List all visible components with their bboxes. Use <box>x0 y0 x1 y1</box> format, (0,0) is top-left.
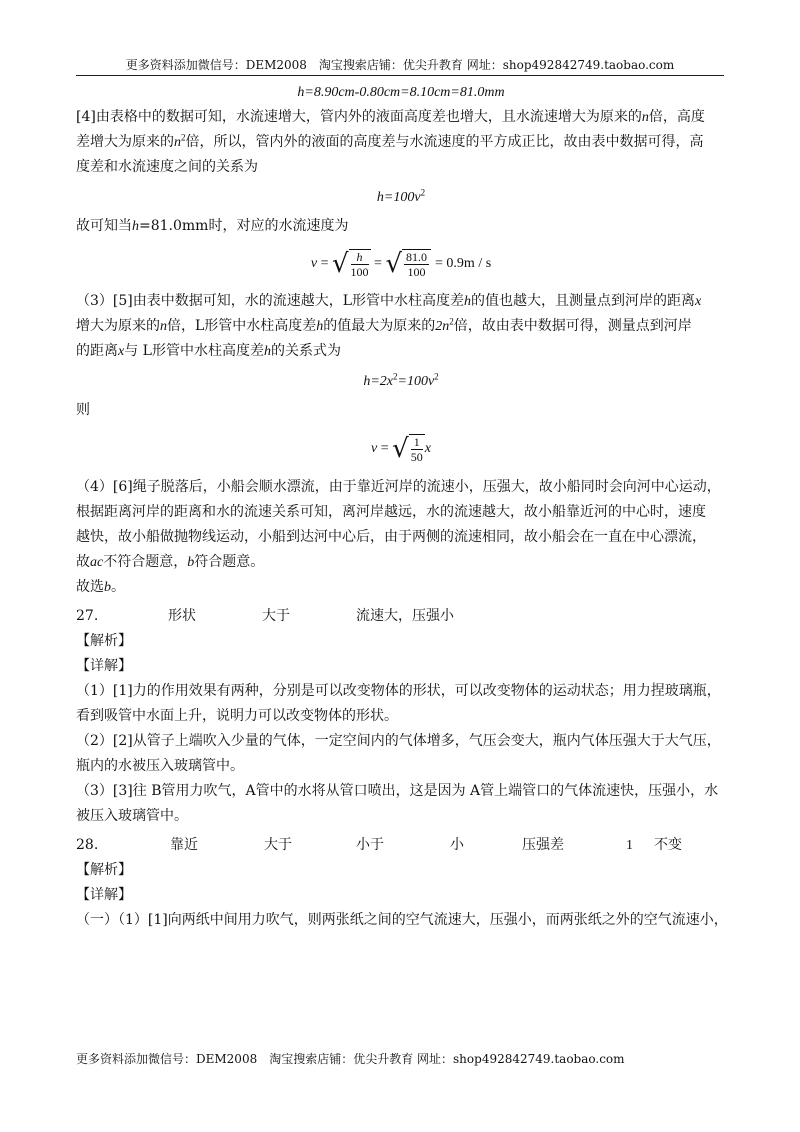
header-rule <box>76 75 724 76</box>
formula-h-100v2: $h=100v^2$ <box>376 187 426 205</box>
paragraph-line: 的距离x与 L形管中水柱高度差h的关系式为 <box>76 343 341 359</box>
paragraph-line: （2）[2]从管子上端吹入少量的气体，一定空间内的气体增多，气压会变大，瓶内气体压强大于大气压， <box>76 733 721 749</box>
section-label-analysis: 【解析】 <box>76 633 132 649</box>
section-label-analysis: 【解析】 <box>76 862 132 878</box>
paragraph-line: 故选b。 <box>76 579 125 595</box>
paragraph-line: （3）[5]由表中数据可知，水的流速越大，L形管中水柱高度差h的值也越大，且测量点到河岸的距离x <box>76 293 702 309</box>
paragraph-line: 越快，故小船做抛物线运动，小船到达河中心后，由于两侧的流速相同，故小船会在一直在中心漂流， <box>76 529 706 545</box>
paragraph-line: 根据距离河岸的距离和水的流速关系可知，离河岸越远，水的流速越大，故小船靠近河的中心时，速度 <box>76 504 706 520</box>
height-difference-calc: h=8.90cm-0.80cm=8.10cm=81.0mm <box>297 85 505 100</box>
paragraph-line: （1）[1]力的作用效果有两种，分别是可以改变物体的形状，可以改变物体的运动状态；用力捏玻璃瓶， <box>76 683 721 699</box>
answer-blank-4: 小 <box>450 837 464 853</box>
page-footer: 更多资料添加微信号：DEM2008 淘宝搜索店铺：优尖升教育 网址：shop492842749.taobao.com <box>76 1052 625 1066</box>
paragraph-line: 故ac不符合题意，b符合题意。 <box>76 554 265 570</box>
answer-blank-2: 大于 <box>262 608 290 624</box>
paragraph-line: 差增大为原来的$n^2$倍，所以，管内外的液面的高度差与水流速度的平方成正比，故由表中数据可得，高 <box>76 132 704 150</box>
paragraph-line: 增大为原来的n倍，L形管中水柱高度差h的值最大为原来的$2n^2$倍，故由表中数据可得，测量点到河岸 <box>76 316 692 334</box>
answer-blank-1: 形状 <box>168 608 196 624</box>
question-28-answers <box>76 833 726 858</box>
question-number: 27. <box>76 608 99 624</box>
formula-v-sqrt-x: v = √ $\frac{1}{50}$ x <box>371 434 431 464</box>
answer-blank-3: 流速大，压强小 <box>356 608 454 624</box>
section-label-detail: 【详解】 <box>76 887 132 903</box>
formula-velocity: v = √ $\frac{h}{100}$ = √ $\frac{81.0}{100}$ = 0.9m / s <box>310 249 492 279</box>
answer-blank-2: 大于 <box>264 837 292 853</box>
answer-blank-3: 小于 <box>356 837 384 853</box>
document-body <box>76 80 726 933</box>
paragraph-line: （3）[3]往 B管用力吹气，A管中的水将从管口喷出，这是因为 A管上端管口的气体流速快，压强小，水 <box>76 783 719 799</box>
answer-blank-1: 靠近 <box>170 837 198 853</box>
paragraph-line: 故可知当h=81.0mm时，对应的水流速度为 <box>76 218 349 234</box>
question-27-answers <box>76 604 726 629</box>
paragraph-line: 则 <box>76 402 90 418</box>
answer-blank-5: 压强差 <box>522 837 564 853</box>
paragraph-line: 瓶内的水被压入玻璃管中。 <box>76 758 244 774</box>
question-number: 28. <box>76 837 99 853</box>
paragraph-line: 被压入玻璃管中。 <box>76 808 188 824</box>
answer-blank-7: 不变 <box>654 837 682 853</box>
paragraph-line: 看到吸管中水面上升，说明力可以改变物体的形状。 <box>76 708 398 724</box>
section-label-detail: 【详解】 <box>76 658 132 674</box>
paragraph-line: （4）[6]绳子脱落后，小船会顺水漂流，由于靠近河岸的流速小，压强大，故小船同时会向河中心运动， <box>76 479 721 495</box>
paragraph-line: 度差和水流速度之间的关系为 <box>76 159 258 175</box>
answer-blank-6: 1 <box>626 838 633 853</box>
paragraph-line: （一）（1）[1]向两纸中间用力吹气，则两张纸之间的空气流速大，压强小，而两张纸之外的空气流速小， <box>76 912 728 928</box>
page-header: 更多资料添加微信号：DEM2008 淘宝搜索店铺：优尖升教育 网址：shop492842749.taobao.com <box>125 58 675 72</box>
formula-h-2x2: $h=2x^2=100v^2$ <box>363 371 439 389</box>
paragraph-line: [4]由表格中的数据可知，水流速增大，管内外的液面高度差也增大，且水流速增大为原来的n倍，高度 <box>76 109 705 125</box>
